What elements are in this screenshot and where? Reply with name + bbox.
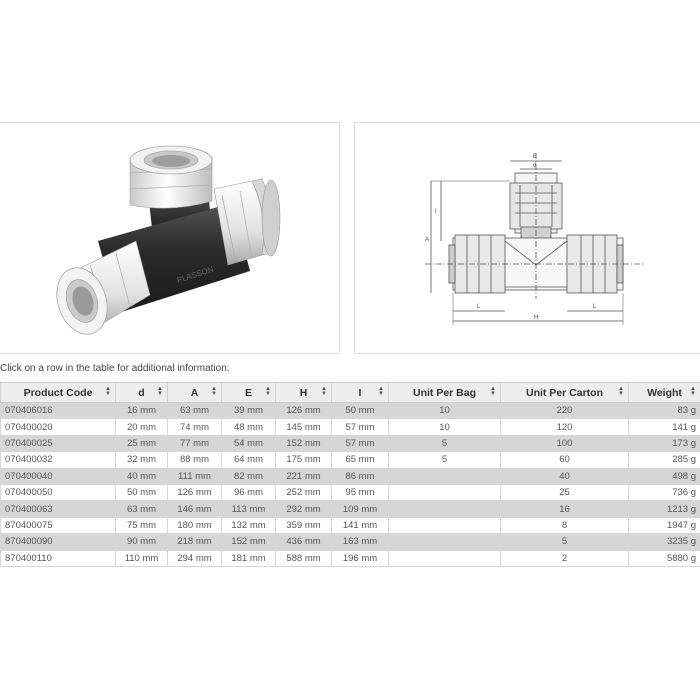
column-h-cell: 126 mm	[276, 403, 332, 419]
column-d-cell: 90 mm	[116, 534, 168, 550]
column-unit-per-bag-cell: 10	[389, 419, 501, 435]
column-unit-per-carton-cell: 60	[501, 452, 629, 468]
svg-text:A: A	[425, 237, 430, 243]
column-e-cell: 96 mm	[222, 484, 276, 500]
column-unit-per-carton-header[interactable]: Unit Per Carton ▲ ▼	[501, 383, 629, 403]
column-weight-header[interactable]: Weight ▲ ▼	[629, 383, 700, 403]
column-a-header[interactable]: A ▲ ▼	[168, 383, 222, 403]
column-a-cell: 146 mm	[168, 501, 222, 517]
column-unit-per-carton-cell: 8	[501, 517, 629, 533]
table-row[interactable]	[1, 468, 700, 484]
sort-arrows-icon: ▲ ▼	[105, 386, 111, 397]
column-product-code-cell: 870400110	[1, 550, 116, 566]
svg-text:L: L	[593, 304, 597, 310]
sort-arrows-icon: ▲ ▼	[490, 386, 496, 397]
column-i-cell: 163 mm	[332, 534, 389, 550]
table-row[interactable]	[1, 534, 700, 550]
column-product-code-cell: 070400032	[1, 452, 116, 468]
column-unit-per-bag-cell	[389, 534, 501, 550]
column-product-code-cell: 070400025	[1, 435, 116, 451]
column-h-cell: 152 mm	[276, 435, 332, 451]
table-row[interactable]	[1, 419, 700, 435]
column-a-cell: 218 mm	[168, 534, 222, 550]
column-d-cell: 63 mm	[116, 501, 168, 517]
column-i-cell: 86 mm	[332, 468, 389, 484]
column-a-cell: 111 mm	[168, 468, 222, 484]
table-row[interactable]	[1, 484, 700, 500]
column-product-code-cell: 870400075	[1, 517, 116, 533]
column-h-cell: 175 mm	[276, 452, 332, 468]
column-d-header[interactable]: d ▲ ▼	[116, 383, 168, 403]
column-product-code-header[interactable]: Product Code ▲ ▼	[1, 383, 116, 403]
sort-arrows-icon: ▲ ▼	[157, 386, 163, 397]
column-a-cell: 126 mm	[168, 484, 222, 500]
table-header-row	[1, 383, 700, 403]
column-weight-cell: 498 g	[629, 468, 700, 484]
column-h-cell: 359 mm	[276, 517, 332, 533]
column-weight-cell: 173 g	[629, 435, 700, 451]
column-d-cell: 50 mm	[116, 484, 168, 500]
column-i-cell: 57 mm	[332, 419, 389, 435]
table-body	[1, 403, 700, 567]
table-row[interactable]	[1, 403, 700, 419]
table-instruction: Click on a row in the table for additional information:	[0, 363, 230, 374]
column-d-cell: 20 mm	[116, 419, 168, 435]
tee-fitting-photo	[0, 123, 340, 355]
table-row[interactable]	[1, 435, 700, 451]
column-i-cell: 141 mm	[332, 517, 389, 533]
svg-text:L: L	[477, 304, 481, 310]
column-a-cell: 294 mm	[168, 550, 222, 566]
svg-text:H: H	[534, 315, 539, 321]
column-i-cell: 196 mm	[332, 550, 389, 566]
column-unit-per-carton-cell: 5	[501, 534, 629, 550]
column-weight-cell: 141 g	[629, 419, 700, 435]
sort-arrows-icon: ▲ ▼	[378, 386, 384, 397]
column-product-code-cell: 070400040	[1, 468, 116, 484]
sort-arrows-icon: ▲ ▼	[690, 386, 696, 397]
tee-fitting-technical-drawing	[355, 123, 700, 355]
column-unit-per-bag-cell	[389, 501, 501, 517]
column-product-code-cell: 070400050	[1, 484, 116, 500]
sort-arrows-icon: ▲ ▼	[618, 386, 624, 397]
column-a-cell: 180 mm	[168, 517, 222, 533]
column-unit-per-bag-cell: 10	[389, 403, 501, 419]
svg-text:E: E	[533, 154, 538, 160]
table-row[interactable]	[1, 550, 700, 566]
column-d-cell: 110 mm	[116, 550, 168, 566]
column-unit-per-carton-cell: 25	[501, 484, 629, 500]
column-weight-cell: 83 g	[629, 403, 700, 419]
table-row[interactable]	[1, 517, 700, 533]
column-unit-per-bag-cell: 5	[389, 452, 501, 468]
column-h-cell: 145 mm	[276, 419, 332, 435]
column-product-code-cell: 870400090	[1, 534, 116, 550]
sort-arrows-icon: ▲ ▼	[321, 386, 327, 397]
column-unit-per-carton-cell: 16	[501, 501, 629, 517]
column-h-header[interactable]: H ▲ ▼	[276, 383, 332, 403]
column-unit-per-carton-cell: 40	[501, 468, 629, 484]
column-h-cell: 252 mm	[276, 484, 332, 500]
column-unit-per-bag-header[interactable]: Unit Per Bag ▲ ▼	[389, 383, 501, 403]
column-unit-per-bag-cell	[389, 484, 501, 500]
column-unit-per-carton-cell: 2	[501, 550, 629, 566]
column-product-code-cell: 070400063	[1, 501, 116, 517]
column-e-cell: 48 mm	[222, 419, 276, 435]
column-e-cell: 181 mm	[222, 550, 276, 566]
technical-drawing-panel	[354, 122, 700, 354]
column-weight-cell: 1213 g	[629, 501, 700, 517]
column-i-cell: 57 mm	[332, 435, 389, 451]
column-e-cell: 64 mm	[222, 452, 276, 468]
column-e-cell: 132 mm	[222, 517, 276, 533]
column-i-cell: 109 mm	[332, 501, 389, 517]
column-e-cell: 113 mm	[222, 501, 276, 517]
column-a-cell: 88 mm	[168, 452, 222, 468]
column-i-cell: 95 mm	[332, 484, 389, 500]
column-d-cell: 40 mm	[116, 468, 168, 484]
column-unit-per-bag-cell	[389, 517, 501, 533]
column-unit-per-bag-cell	[389, 468, 501, 484]
table-row[interactable]	[1, 501, 700, 517]
column-weight-cell: 1947 g	[629, 517, 700, 533]
column-d-cell: 25 mm	[116, 435, 168, 451]
product-photo-panel	[0, 122, 340, 354]
column-unit-per-carton-cell: 120	[501, 419, 629, 435]
column-i-cell: 65 mm	[332, 452, 389, 468]
svg-text:I: I	[435, 209, 437, 215]
column-weight-cell: 736 g	[629, 484, 700, 500]
column-a-cell: 77 mm	[168, 435, 222, 451]
column-e-header[interactable]: E ▲ ▼	[222, 383, 276, 403]
column-unit-per-carton-cell: 220	[501, 403, 629, 419]
column-a-cell: 63 mm	[168, 403, 222, 419]
column-e-cell: 54 mm	[222, 435, 276, 451]
column-product-code-cell: 070406016	[1, 403, 116, 419]
column-d-cell: 16 mm	[116, 403, 168, 419]
column-unit-per-bag-cell: 5	[389, 435, 501, 451]
column-h-cell: 221 mm	[276, 468, 332, 484]
column-h-cell: 292 mm	[276, 501, 332, 517]
column-e-cell: 39 mm	[222, 403, 276, 419]
column-i-header[interactable]: I ▲ ▼	[332, 383, 389, 403]
column-unit-per-bag-cell	[389, 550, 501, 566]
sort-arrows-icon: ▲ ▼	[265, 386, 271, 397]
column-h-cell: 588 mm	[276, 550, 332, 566]
svg-text:d: d	[533, 163, 537, 169]
column-weight-cell: 5880 g	[629, 550, 700, 566]
column-unit-per-carton-cell: 100	[501, 435, 629, 451]
column-e-cell: 82 mm	[222, 468, 276, 484]
column-d-cell: 75 mm	[116, 517, 168, 533]
product-table	[0, 382, 700, 567]
svg-text:PLASSON: PLASSON	[175, 264, 215, 285]
column-i-cell: 50 mm	[332, 403, 389, 419]
column-weight-cell: 3235 g	[629, 534, 700, 550]
column-product-code-cell: 070400020	[1, 419, 116, 435]
column-e-cell: 152 mm	[222, 534, 276, 550]
column-h-cell: 436 mm	[276, 534, 332, 550]
column-d-cell: 32 mm	[116, 452, 168, 468]
column-weight-cell: 285 g	[629, 452, 700, 468]
sort-arrows-icon: ▲ ▼	[211, 386, 217, 397]
table-row[interactable]	[1, 452, 700, 468]
column-a-cell: 74 mm	[168, 419, 222, 435]
